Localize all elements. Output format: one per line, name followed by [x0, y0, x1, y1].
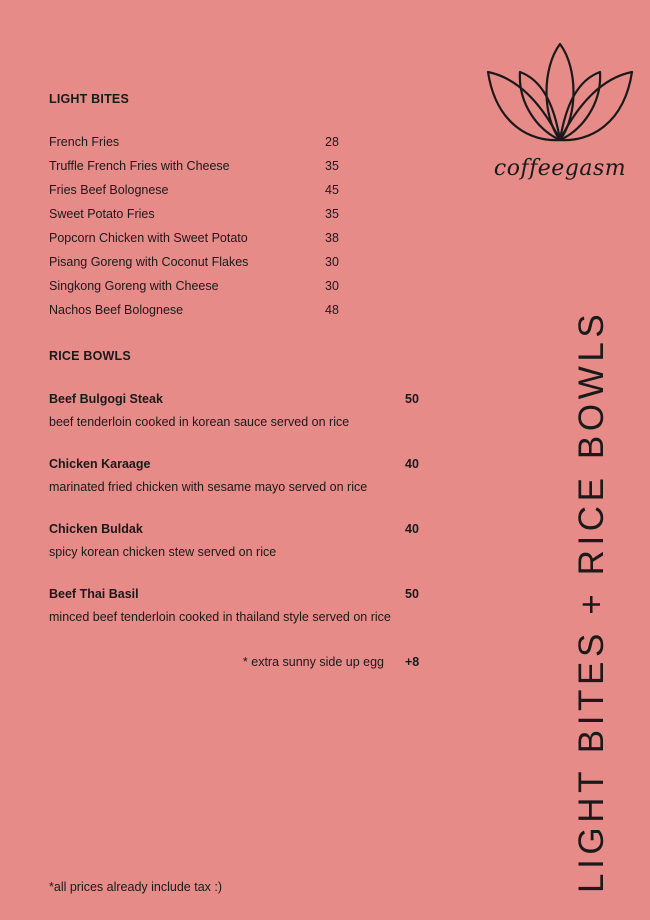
tax-footnote: *all prices already include tax :) [49, 880, 222, 894]
menu-item [49, 254, 349, 278]
brand-name: coffeegasm [493, 156, 627, 181]
item-name: Beef Thai Basil [49, 587, 139, 601]
menu-item [49, 302, 349, 326]
menu-item [49, 278, 349, 302]
menu-item [49, 182, 349, 206]
rice-bowls-title: RICE BOWLS [49, 349, 131, 363]
item-name: Fries Beef Bolognese [49, 183, 169, 197]
item-description: marinated fried chicken with sesame mayo served on rice [49, 480, 368, 494]
item-name: Sweet Potato Fries [49, 207, 155, 221]
extra-option [49, 654, 429, 670]
item-price: 30 [325, 255, 339, 269]
menu-item [49, 456, 429, 521]
item-price: 48 [325, 303, 339, 317]
item-price: 50 [405, 587, 419, 601]
item-name: Chicken Karaage [49, 457, 151, 471]
light-bites-list [49, 134, 349, 326]
item-name: Truffle French Fries with Cheese [49, 159, 230, 173]
extra-label: * extra sunny side up egg [242, 655, 384, 669]
item-price: 40 [405, 457, 419, 471]
item-price: 35 [325, 159, 339, 173]
menu-item [49, 391, 429, 456]
menu-item [49, 158, 349, 182]
item-price: 30 [325, 279, 339, 293]
item-price: 28 [325, 135, 339, 149]
item-name: Pisang Goreng with Coconut Flakes [49, 255, 249, 269]
item-price: 50 [405, 392, 419, 406]
menu-item [49, 134, 349, 158]
item-name: Singkong Goreng with Cheese [49, 279, 219, 293]
item-name: Chicken Buldak [49, 522, 143, 536]
menu-item [49, 230, 349, 254]
brand-logo [480, 38, 640, 208]
rice-bowls-list [49, 391, 429, 651]
menu-item [49, 521, 429, 586]
side-title: LIGHT BITES + RICE BOWLS [572, 309, 611, 893]
item-name: Beef Bulgogi Steak [49, 392, 163, 406]
lotus-leaves-icon [480, 38, 640, 153]
item-price: 38 [325, 231, 339, 245]
item-description: beef tenderloin cooked in korean sauce served on rice [49, 415, 350, 429]
light-bites-title: LIGHT BITES [49, 92, 129, 106]
menu-item [49, 206, 349, 230]
item-price: 40 [405, 522, 419, 536]
item-name: Nachos Beef Bolognese [49, 303, 184, 317]
item-name: French Fries [49, 135, 120, 149]
item-description: minced beef tenderloin cooked in thailand style served on rice [49, 610, 391, 624]
extra-price: +8 [405, 655, 420, 669]
item-description: spicy korean chicken stew served on rice [49, 545, 277, 559]
item-price: 45 [325, 183, 339, 197]
item-price: 35 [325, 207, 339, 221]
menu-item [49, 586, 429, 651]
item-name: Popcorn Chicken with Sweet Potato [49, 231, 248, 245]
